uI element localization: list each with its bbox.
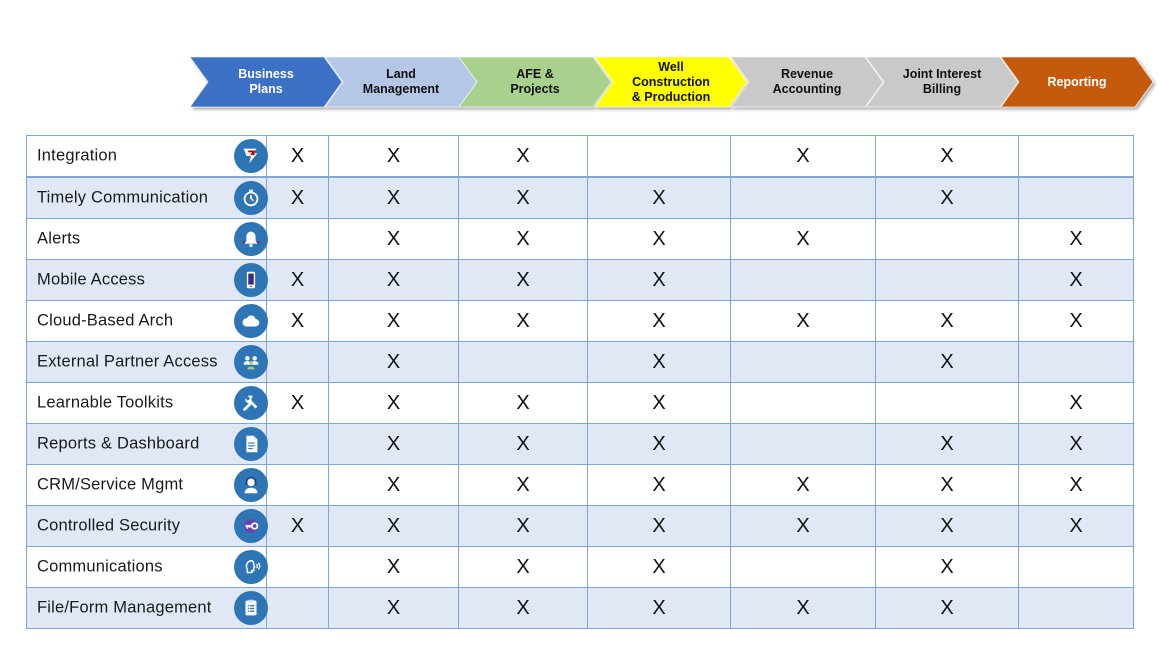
- matrix-cell: [267, 506, 329, 547]
- matrix-cell: [731, 219, 876, 260]
- matrix-cell: [267, 465, 329, 506]
- matrix-cell: [876, 383, 1019, 424]
- check-mark: X: [386, 555, 401, 578]
- matrix-cell: [459, 506, 588, 547]
- matrix-cell: [876, 136, 1019, 178]
- matrix-cell: [731, 588, 876, 629]
- chevron-stage-2: [325, 57, 477, 107]
- check-mark: X: [516, 514, 530, 537]
- table-row: [27, 136, 1134, 178]
- chevron-stage-label: Revenue Accounting: [772, 67, 842, 96]
- feature-label: Integration: [37, 146, 118, 165]
- feature-label: Reports & Dashboard: [37, 434, 200, 453]
- matrix-cell: [459, 383, 588, 424]
- table-row: [27, 547, 1134, 588]
- matrix-cell: [459, 301, 588, 342]
- check-mark: X: [290, 268, 305, 291]
- matrix-cell: [876, 177, 1019, 219]
- cloud-icon: [234, 304, 268, 338]
- feature-label: Controlled Security: [37, 516, 181, 535]
- matrix-cell: [876, 301, 1019, 342]
- matrix-cell: [731, 136, 876, 178]
- matrix-cell: [267, 136, 329, 178]
- feature-cell: [27, 465, 267, 506]
- check-mark: X: [386, 227, 401, 250]
- matrix-cell: [459, 342, 588, 383]
- matrix-cell: [588, 465, 731, 506]
- feature-cell: [27, 177, 267, 219]
- matrix-cell: [329, 588, 459, 629]
- table-row: [27, 588, 1134, 629]
- check-mark: X: [386, 391, 401, 414]
- check-mark: X: [386, 596, 401, 619]
- chevron-stage-label: Land Management: [362, 67, 440, 96]
- matrix-cell: [267, 588, 329, 629]
- check-mark: X: [516, 596, 530, 619]
- table-row: [27, 177, 1134, 219]
- matrix-cell: [459, 260, 588, 301]
- check-mark: X: [796, 144, 810, 167]
- document-icon: [234, 427, 268, 461]
- feature-cell: [27, 547, 267, 588]
- matrix-cell: [876, 506, 1019, 547]
- feature-cell: [27, 342, 267, 383]
- matrix-cell: [1019, 136, 1134, 178]
- check-mark: X: [652, 268, 666, 291]
- chevron-stage-5: [731, 57, 883, 107]
- feature-label: External Partner Access: [37, 352, 218, 371]
- matrix-cell: [267, 301, 329, 342]
- feature-cell: [27, 383, 267, 424]
- matrix-cell: [588, 219, 731, 260]
- matrix-cell: [329, 301, 459, 342]
- matrix-cell: [588, 177, 731, 219]
- check-mark: X: [940, 514, 954, 537]
- check-mark: X: [796, 309, 810, 332]
- matrix-cell: [1019, 588, 1134, 629]
- matrix-cell: [588, 136, 731, 178]
- matrix-cell: [329, 465, 459, 506]
- tools-icon: [234, 386, 268, 420]
- check-mark: X: [940, 555, 954, 578]
- chevron-stage-label: Reporting: [1047, 74, 1107, 89]
- check-mark: X: [1069, 268, 1083, 291]
- matrix-cell: [267, 260, 329, 301]
- matrix-cell: [876, 260, 1019, 301]
- matrix-cell: [1019, 506, 1134, 547]
- feature-label: Communications: [37, 557, 163, 576]
- matrix-cell: [459, 588, 588, 629]
- check-mark: X: [516, 186, 530, 209]
- check-mark: X: [652, 432, 666, 455]
- feature-label: Learnable Toolkits: [37, 393, 174, 412]
- matrix-cell: [876, 342, 1019, 383]
- check-mark: X: [1069, 432, 1083, 455]
- check-mark: X: [386, 350, 401, 373]
- check-mark: X: [290, 391, 305, 414]
- matrix-cell: [588, 547, 731, 588]
- check-mark: X: [516, 555, 530, 578]
- feature-cell: [27, 219, 267, 260]
- chevron-stage-7: [1001, 57, 1153, 107]
- matrix-cell: [731, 342, 876, 383]
- feature-label: File/Form Management: [37, 598, 212, 617]
- check-mark: X: [1069, 227, 1083, 250]
- matrix-cell: [876, 588, 1019, 629]
- check-mark: X: [652, 227, 666, 250]
- check-mark: X: [516, 391, 530, 414]
- check-mark: X: [796, 596, 810, 619]
- feature-label: Cloud-Based Arch: [37, 311, 174, 330]
- matrix-cell: [1019, 547, 1134, 588]
- matrix-cell: [267, 547, 329, 588]
- matrix-cell: [731, 383, 876, 424]
- check-mark: X: [516, 268, 530, 291]
- matrix-cell: [459, 547, 588, 588]
- matrix-cell: [329, 383, 459, 424]
- matrix-cell: [731, 465, 876, 506]
- check-mark: X: [652, 186, 666, 209]
- matrix-cell: [731, 547, 876, 588]
- matrix-cell: [1019, 219, 1134, 260]
- key-shield-icon: [234, 509, 268, 543]
- bell-icon: [234, 222, 268, 256]
- check-mark: X: [386, 186, 401, 209]
- feature-label: CRM/Service Mgmt: [37, 475, 184, 494]
- matrix-cell: [459, 136, 588, 178]
- matrix-cell: [731, 177, 876, 219]
- matrix-cell: [588, 342, 731, 383]
- matrix-cell: [731, 301, 876, 342]
- feature-cell: [27, 506, 267, 547]
- feature-label: Mobile Access: [37, 270, 146, 289]
- check-mark: X: [290, 144, 305, 167]
- matrix-cell: [731, 260, 876, 301]
- check-mark: X: [386, 432, 401, 455]
- chevron-stage-4: [595, 57, 747, 107]
- check-mark: X: [940, 350, 954, 373]
- people-group-icon: [234, 345, 268, 379]
- check-mark: X: [652, 350, 666, 373]
- table-row: [27, 301, 1134, 342]
- matrix-cell: [267, 219, 329, 260]
- check-mark: X: [940, 596, 954, 619]
- check-mark: X: [386, 144, 401, 167]
- feature-cell: [27, 260, 267, 301]
- feature-cell: [27, 301, 267, 342]
- check-mark: X: [386, 268, 401, 291]
- chevron-stage-6: [866, 57, 1018, 107]
- check-mark: X: [290, 514, 305, 537]
- matrix-cell: [267, 342, 329, 383]
- matrix-cell: [329, 177, 459, 219]
- check-mark: X: [290, 309, 305, 332]
- check-mark: X: [516, 473, 530, 496]
- matrix-cell: [588, 260, 731, 301]
- feature-matrix: [26, 135, 1134, 629]
- chevron-stage-label: Joint Interest Billing: [902, 67, 982, 96]
- matrix-cell: [876, 547, 1019, 588]
- chevron-stage-1: [190, 57, 342, 107]
- feature-cell: [27, 588, 267, 629]
- matrix-cell: [876, 465, 1019, 506]
- matrix-cell: [1019, 424, 1134, 465]
- matrix-cell: [459, 219, 588, 260]
- check-mark: X: [940, 309, 954, 332]
- check-mark: X: [940, 144, 954, 167]
- matrix-cell: [731, 506, 876, 547]
- check-mark: X: [940, 432, 954, 455]
- check-mark: X: [940, 186, 954, 209]
- table-row: [27, 465, 1134, 506]
- check-mark: X: [1069, 514, 1083, 537]
- process-chevron-bar: [0, 0, 1170, 125]
- matrix-cell: [588, 588, 731, 629]
- matrix-cell: [329, 506, 459, 547]
- check-mark: X: [386, 514, 401, 537]
- chevron-stage-3: [459, 57, 611, 107]
- check-mark: X: [516, 432, 530, 455]
- table-row: [27, 383, 1134, 424]
- table-row: [27, 219, 1134, 260]
- integration-icon: [234, 139, 268, 173]
- check-mark: X: [652, 473, 666, 496]
- form-icon: [234, 591, 268, 625]
- matrix-cell: [329, 342, 459, 383]
- check-mark: X: [516, 227, 530, 250]
- matrix-cell: [588, 301, 731, 342]
- chevron-stage-label: AFE & Projects: [510, 67, 560, 96]
- matrix-cell: [1019, 465, 1134, 506]
- check-mark: X: [516, 144, 530, 167]
- matrix-cell: [459, 424, 588, 465]
- chevron-stage-label: Well Construction & Production: [631, 59, 711, 104]
- check-mark: X: [652, 514, 666, 537]
- feature-cell: [27, 424, 267, 465]
- mobile-phone-icon: [234, 263, 268, 297]
- check-mark: X: [652, 309, 666, 332]
- check-mark: X: [1069, 309, 1083, 332]
- check-mark: X: [940, 473, 954, 496]
- matrix-cell: [1019, 383, 1134, 424]
- matrix-cell: [329, 424, 459, 465]
- matrix-cell: [1019, 301, 1134, 342]
- check-mark: X: [796, 227, 810, 250]
- matrix-cell: [1019, 260, 1134, 301]
- matrix-cell: [731, 424, 876, 465]
- matrix-cell: [267, 424, 329, 465]
- support-agent-icon: [234, 468, 268, 502]
- check-mark: X: [652, 596, 666, 619]
- check-mark: X: [796, 514, 810, 537]
- matrix-cell: [267, 383, 329, 424]
- matrix-cell: [588, 506, 731, 547]
- chevron-stage-label: Business Plans: [238, 67, 294, 96]
- feature-label: Alerts: [37, 229, 81, 248]
- stopwatch-icon: [234, 181, 268, 215]
- matrix-cell: [1019, 342, 1134, 383]
- table-row: [27, 506, 1134, 547]
- matrix-cell: [876, 424, 1019, 465]
- matrix-cell: [459, 177, 588, 219]
- check-mark: X: [386, 309, 401, 332]
- check-mark: X: [796, 473, 810, 496]
- speaking-head-icon: [234, 550, 268, 584]
- matrix-cell: [267, 177, 329, 219]
- matrix-cell: [588, 383, 731, 424]
- matrix-cell: [329, 260, 459, 301]
- check-mark: X: [652, 391, 666, 414]
- matrix-cell: [1019, 177, 1134, 219]
- check-mark: X: [652, 555, 666, 578]
- matrix-cell: [588, 424, 731, 465]
- check-mark: X: [1069, 473, 1083, 496]
- matrix-cell: [459, 465, 588, 506]
- check-mark: X: [516, 309, 530, 332]
- feature-cell: [27, 136, 267, 178]
- check-mark: X: [290, 186, 305, 209]
- matrix-cell: [329, 136, 459, 178]
- check-mark: X: [1069, 391, 1083, 414]
- table-row: [27, 342, 1134, 383]
- matrix-cell: [329, 219, 459, 260]
- table-row: [27, 424, 1134, 465]
- matrix-cell: [876, 219, 1019, 260]
- feature-label: Timely Communication: [37, 188, 209, 207]
- matrix-cell: [329, 547, 459, 588]
- table-row: [27, 260, 1134, 301]
- check-mark: X: [386, 473, 401, 496]
